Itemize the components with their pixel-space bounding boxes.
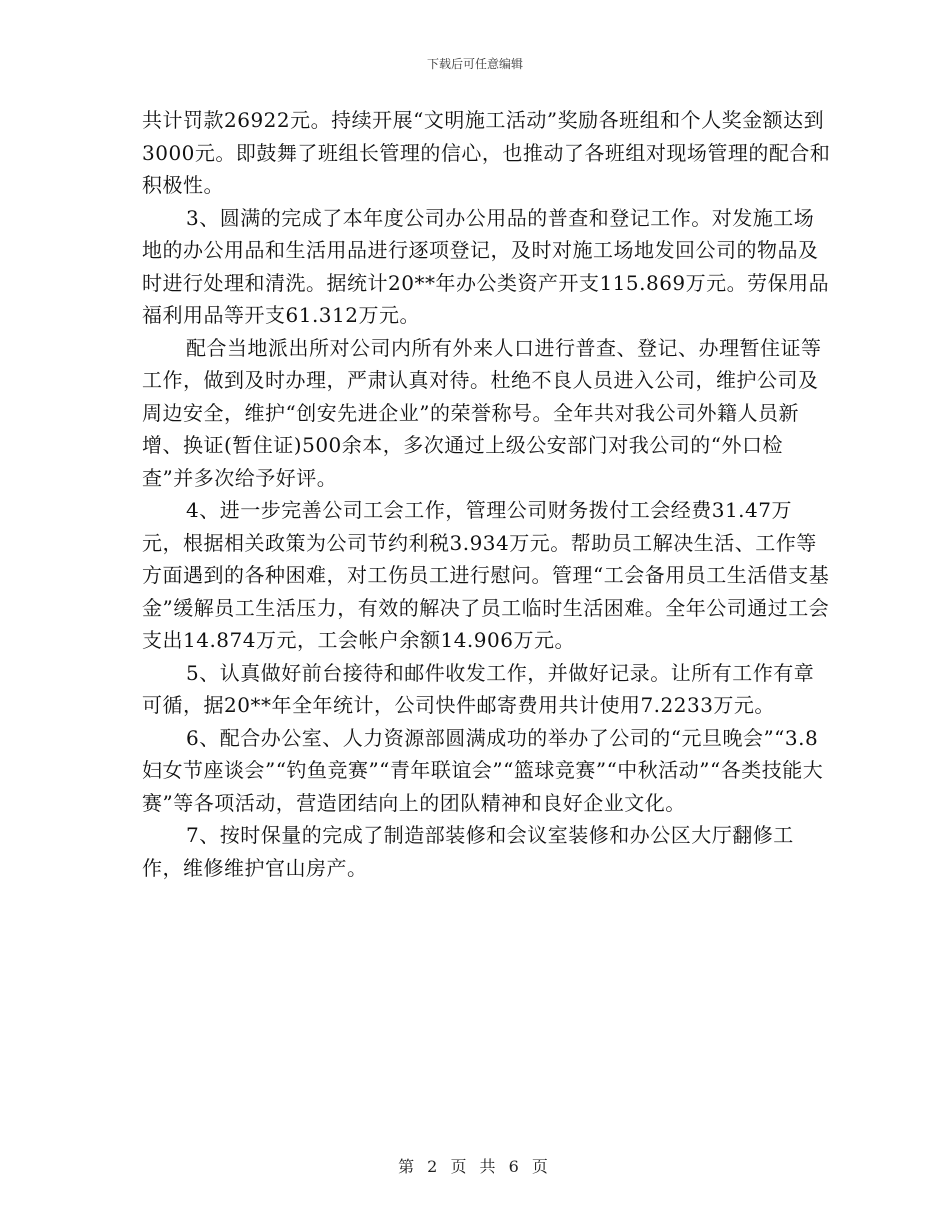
page-number: 第 2 页 共 6 页 — [398, 1157, 552, 1176]
paragraph: 配合当地派出所对公司内所有外来人口进行普查、登记、办理暂住证等工作，做到及时办理，严肃认真对待。杜绝不良人员进入公司，维护公司及周边安全，维护“创安先进企业”的荣誉称号。全年共对我公司外籍人员新增、换证(暂住证)500余本，多次通过上级公安部门对我公司的“外口检查”并多次给予好评。 — [142, 335, 822, 490]
paragraph: 6、配合办公室、人力资源部圆满成功的举办了公司的“元旦晚会”“3.8妇女节座谈会”“钓鱼竞赛”“青年联谊会”“篮球竞赛”“中秋活动”“各类技能大赛”等各项活动，营造团结向上的团队精神和良好企业文化。 — [142, 725, 824, 815]
paragraph: 4、进一步完善公司工会工作，管理公司财务拨付工会经费31.47万元，根据相关政策为公司节约利税3.934万元。帮助员工解决生活、工作等方面遇到的各种困难，对工伤员工进行慰问。管理“工会备用员工生活借支基金”缓解员工生活压力，有效的解决了员工临时生活困难。全年公司通过工会支出14.874万元，工会帐户余额14.906万元。 — [142, 498, 830, 652]
document-body — [142, 104, 832, 884]
paragraph: 3、圆满的完成了本年度公司办公用品的普查和登记工作。对发施工场地的办公用品和生活用品进行逐项登记，及时对施工场地发回公司的物品及时进行处理和清洗。据统计20**年办公类资产开支115.869万元。劳保用品福利用品等开支61.312万元。 — [142, 205, 830, 327]
paragraph: 7、按时保量的完成了制造部装修和会议室装修和办公区大厅翻修工作，维修维护官山房产。 — [142, 823, 794, 880]
paragraph: 共计罚款26922元。持续开展“文明施工活动”奖励各班组和个人奖金额达到3000元。即鼓舞了班组长管理的信心，也推动了各班组对现场管理的配合和积极性。 — [142, 108, 831, 197]
page-header: 下载后可任意编辑 — [426, 57, 523, 71]
paragraph: 5、认真做好前台接待和邮件收发工作，并做好记录。让所有工作有章可循，据20**年全年统计，公司快件邮寄费用共计使用7.2233万元。 — [142, 660, 815, 717]
